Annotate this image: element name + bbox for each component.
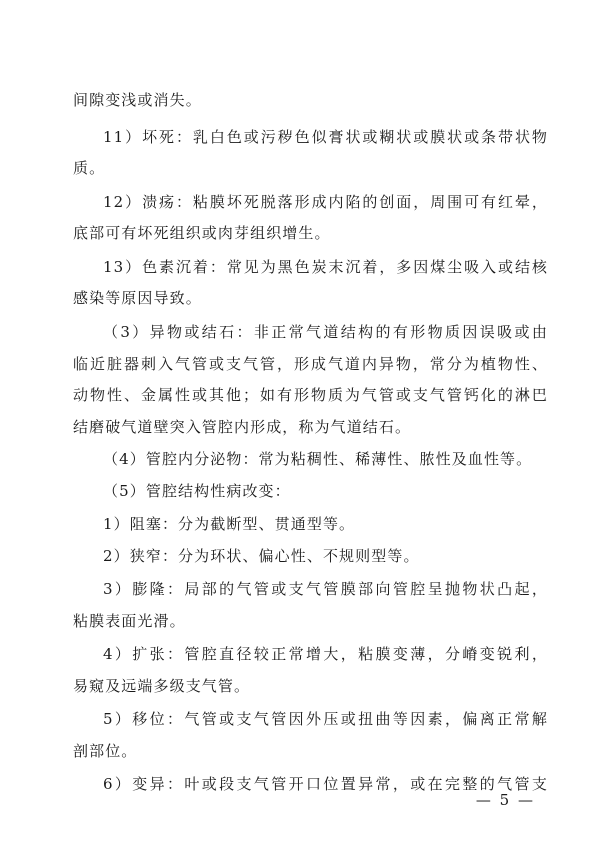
- page-number: — 5 —: [475, 791, 535, 809]
- text-line: 质。: [73, 159, 106, 177]
- text-line: 粘膜表面光滑。: [73, 612, 186, 630]
- text-line: （3）异物或结石：非正常气道结构的有形物质因误吸或由: [103, 323, 548, 341]
- text-line: 1）阻塞：分为截断型、贯通型等。: [103, 515, 356, 533]
- text-line: 13）色素沉着：常见为黑色炭末沉着，多因煤尘吸入或结核: [103, 258, 548, 276]
- text-line: 5）移位：气管或支气管因外压或扭曲等因素，偏离正常解: [103, 710, 548, 728]
- text-line: 易窥及远端多级支气管。: [73, 677, 251, 695]
- text-line: 11）坏死：乳白色或污秽色似膏状或糊状或膜状或条带状物: [103, 128, 548, 146]
- text-line: 结磨破气道壁突入管腔内形成，称为气道结石。: [73, 418, 412, 436]
- text-line: 临近脏器刺入气管或支气管，形成气道内异物，常分为植物性、: [73, 355, 548, 373]
- text-line: 6）变异：叶或段支气管开口位置异常，或在完整的气管支: [103, 775, 548, 793]
- text-line: 剖部位。: [73, 742, 138, 760]
- text-line: 间隙变浅或消失。: [73, 91, 202, 109]
- text-line: 底部可有坏死组织或肉芽组织增生。: [73, 224, 331, 242]
- text-line: （4）管腔内分泌物：常为粘稠性、稀薄性、脓性及血性等。: [103, 450, 533, 468]
- text-line: 动物性、金属性或其他；如有形物质为气管或支气管钙化的淋巴: [73, 386, 548, 404]
- text-line: 4）扩张：管腔直径较正常增大，粘膜变薄，分嵴变锐利，: [103, 645, 548, 663]
- text-line: （5）管腔结构性病改变：: [103, 482, 291, 500]
- text-line: 2）狭窄：分为环状、偏心性、不规则型等。: [103, 547, 420, 565]
- text-line: 12）溃疡：粘膜坏死脱落形成内陷的创面，周围可有红晕，: [103, 193, 548, 211]
- text-line: 感染等原因导致。: [73, 289, 202, 307]
- text-line: 3）膨隆：局部的气管或支气管膜部向管腔呈抛物状凸起，: [103, 580, 548, 598]
